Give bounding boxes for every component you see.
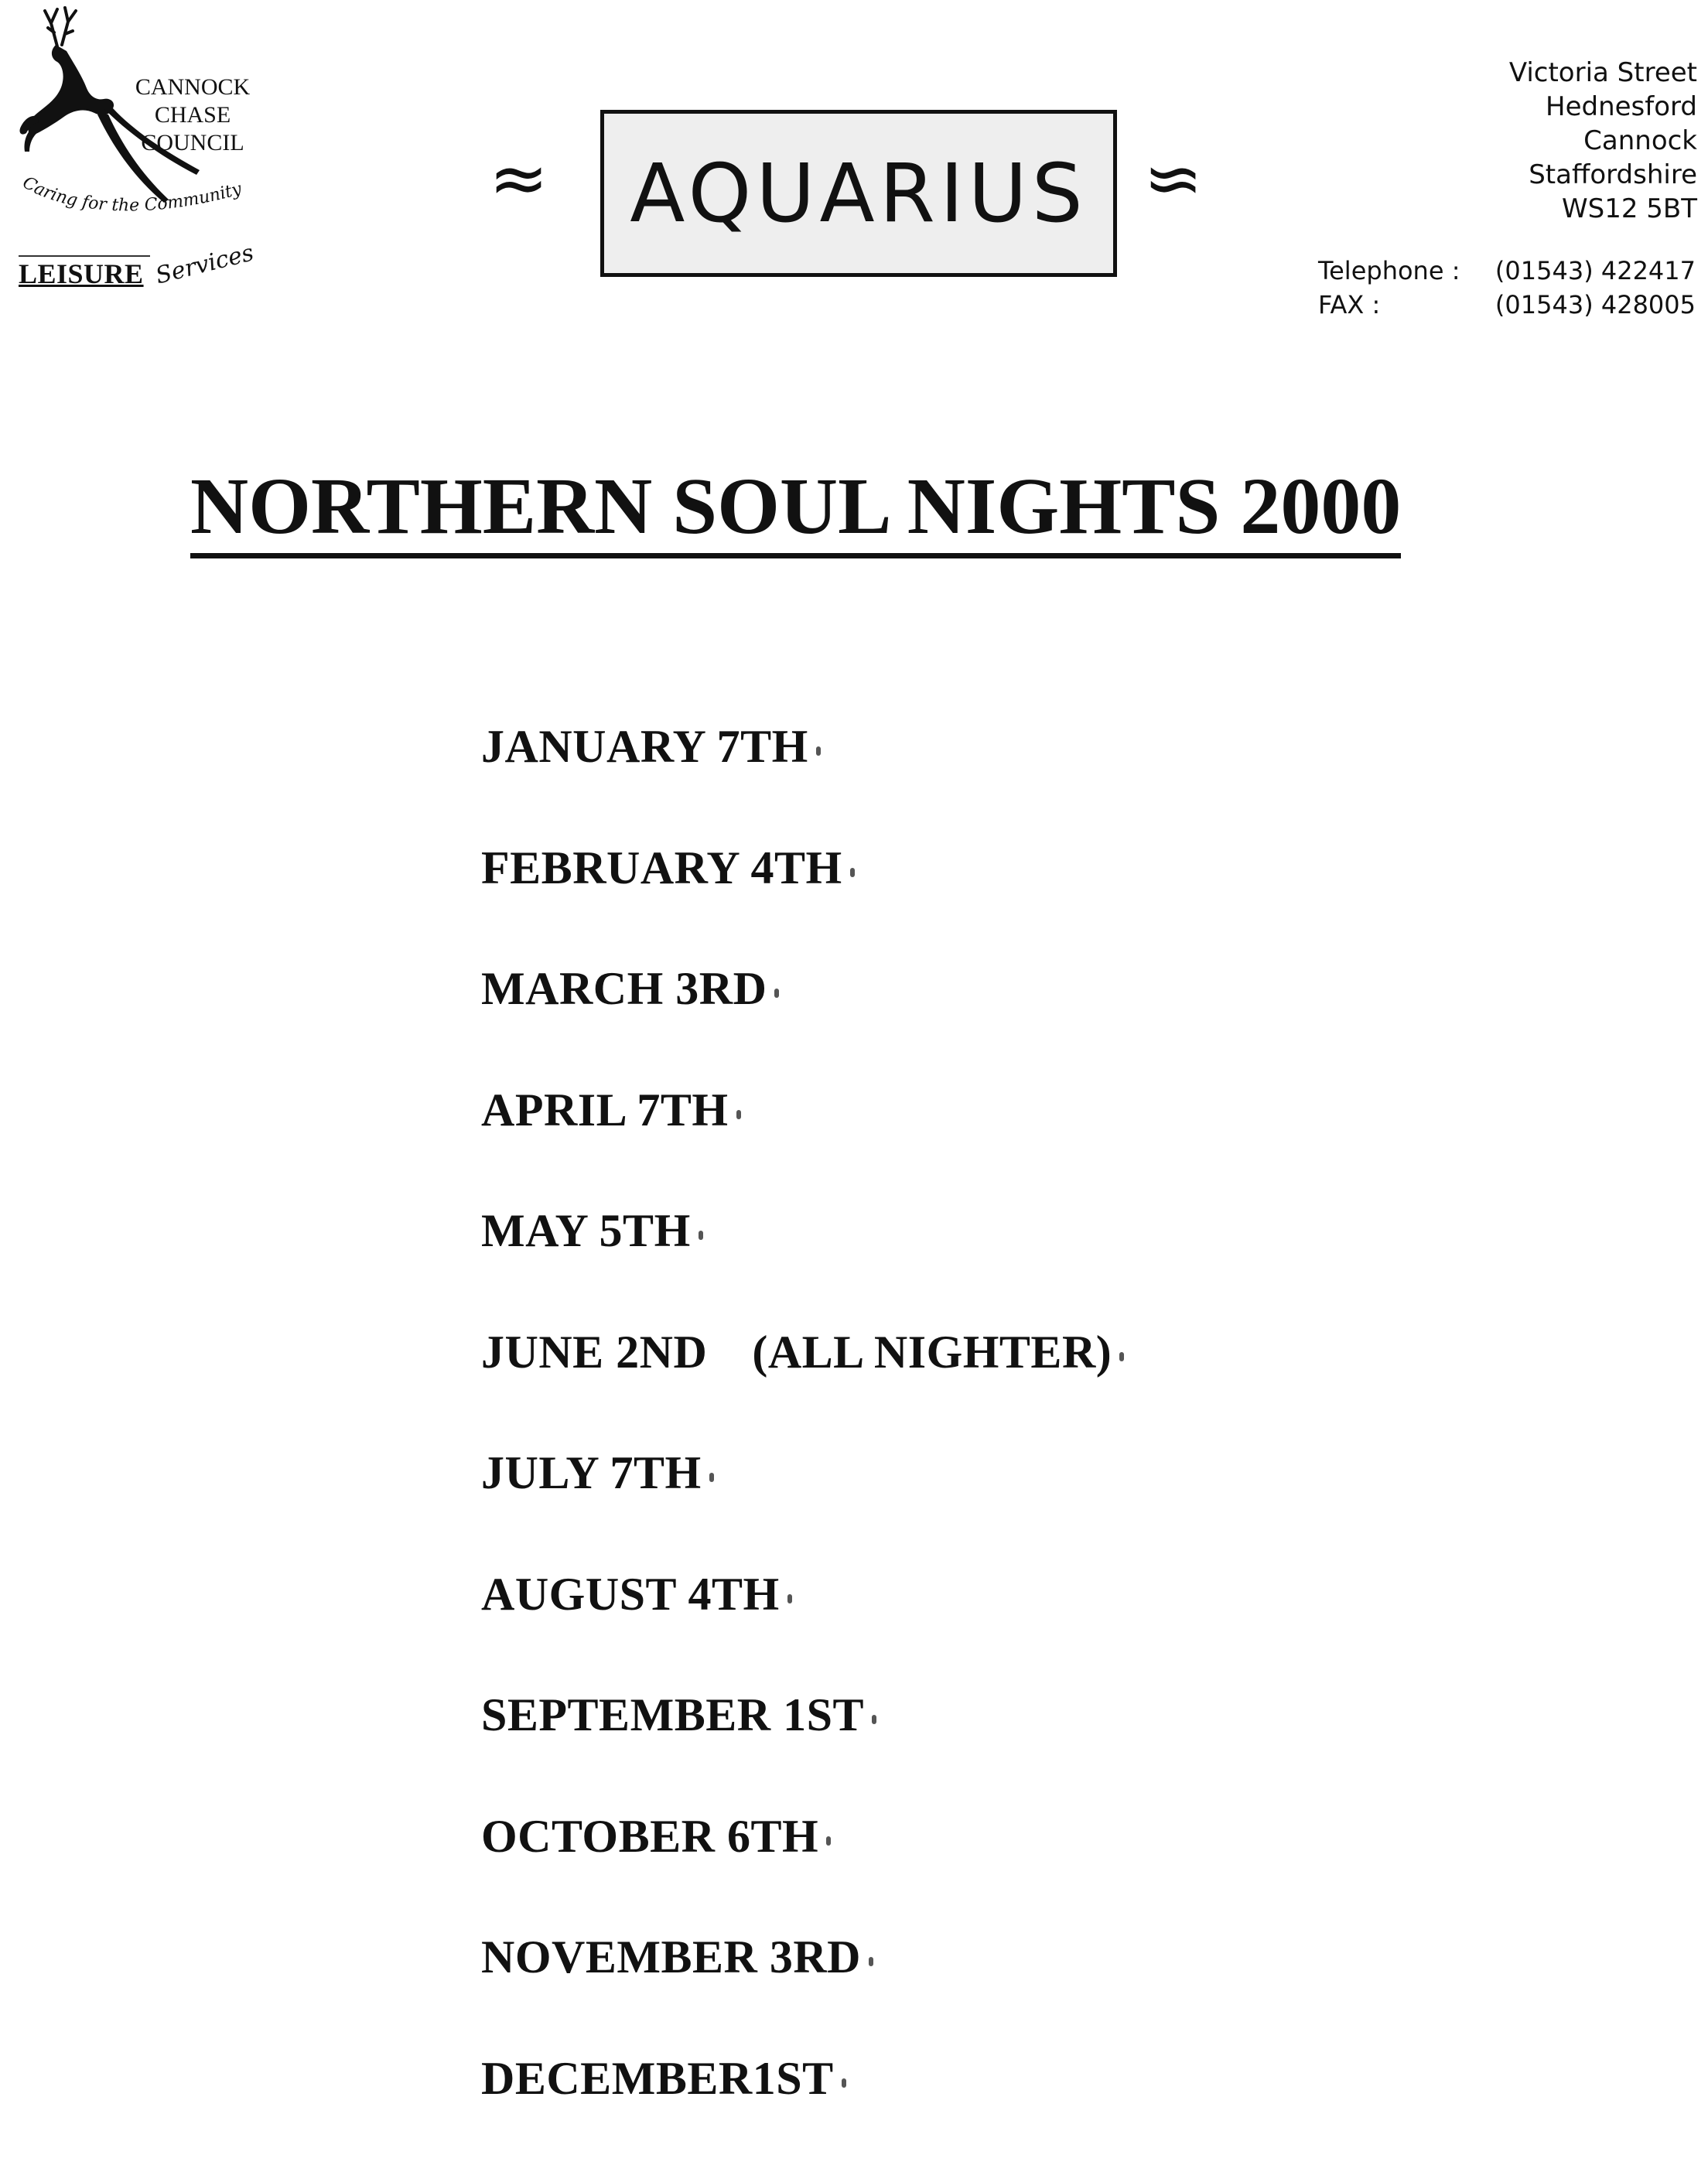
page-title: NORTHERN SOUL NIGHTS 2000 — [190, 460, 1401, 558]
pen-tick-mark — [709, 1473, 714, 1482]
fax-row — [1318, 288, 1696, 322]
event-date: SEPTEMBER 1ST — [481, 1689, 864, 1740]
event-date-item — [481, 1567, 1124, 1689]
event-date: NOVEMBER 3RD — [481, 1931, 861, 1982]
pen-tick-mark — [872, 1715, 876, 1724]
address-line: WS12 5BT — [1509, 192, 1697, 226]
event-date-item — [481, 1446, 1124, 1567]
event-date: JANUARY 7TH — [481, 721, 808, 772]
pen-tick-mark — [850, 868, 855, 877]
department-name: LEISURE — [19, 258, 144, 290]
event-date-item — [481, 1930, 1124, 2051]
event-date: JUNE 2ND — [481, 1327, 707, 1378]
venue-address — [1509, 56, 1697, 226]
venue-name: AQUARIUS — [630, 146, 1088, 241]
address-line: Cannock — [1509, 124, 1697, 158]
telephone-row — [1318, 254, 1696, 288]
event-date: FEBRUARY 4TH — [481, 842, 842, 893]
event-date: MAY 5TH — [481, 1205, 691, 1256]
svg-text:Caring for the Community — [19, 173, 244, 216]
event-date: MARCH 3RD — [481, 963, 767, 1014]
event-date-list — [481, 719, 1124, 2172]
event-date: DECEMBER1ST — [481, 2053, 834, 2104]
pen-tick-mark — [816, 746, 821, 756]
council-name — [115, 73, 270, 157]
pen-tick-mark — [1119, 1352, 1124, 1361]
event-date: OCTOBER 6TH — [481, 1811, 818, 1862]
event-date-item — [481, 1083, 1124, 1204]
event-note: (ALL NIGHTER) — [752, 1327, 1112, 1378]
event-date: APRIL 7TH — [481, 1084, 729, 1136]
council-name-line: CHASE — [115, 101, 270, 129]
event-date-item — [481, 1688, 1124, 1809]
council-logo — [11, 0, 266, 309]
pen-tick-mark — [774, 989, 779, 998]
event-date-item — [481, 2051, 1124, 2172]
event-date: JULY 7TH — [481, 1447, 702, 1498]
event-date: AUGUST 4TH — [481, 1569, 780, 1620]
event-date-item — [481, 961, 1124, 1083]
telephone-label: Telephone : — [1318, 254, 1487, 288]
address-line: Victoria Street — [1509, 56, 1697, 90]
event-date-item — [481, 841, 1124, 962]
event-date-item — [481, 1325, 1124, 1446]
leisure-rule — [19, 255, 150, 257]
aquarius-wave-icon: ≈ — [489, 143, 548, 214]
fax-label: FAX : — [1318, 288, 1487, 322]
pen-tick-mark — [826, 1836, 831, 1846]
pen-tick-mark — [699, 1231, 703, 1240]
council-name-line: CANNOCK — [115, 73, 270, 101]
telephone-number: (01543) 422417 — [1487, 254, 1696, 288]
fax-number: (01543) 428005 — [1487, 288, 1696, 322]
aquarius-wave-icon: ≈ — [1143, 143, 1203, 214]
council-tagline: Caring for the Community — [19, 173, 244, 216]
event-date-item — [481, 1809, 1124, 1931]
contact-block — [1318, 254, 1696, 322]
event-date-item — [481, 1204, 1124, 1325]
pen-tick-mark — [736, 1110, 741, 1119]
pen-tick-mark — [787, 1594, 792, 1603]
event-date-item — [481, 719, 1124, 841]
department-sub: Services — [153, 239, 257, 289]
address-line: Staffordshire — [1509, 158, 1697, 192]
address-line: Hednesford — [1509, 90, 1697, 124]
pen-tick-mark — [842, 2078, 846, 2088]
venue-box — [600, 110, 1117, 277]
pen-tick-mark — [869, 1957, 873, 1966]
council-name-line: COUNCIL — [115, 129, 270, 157]
